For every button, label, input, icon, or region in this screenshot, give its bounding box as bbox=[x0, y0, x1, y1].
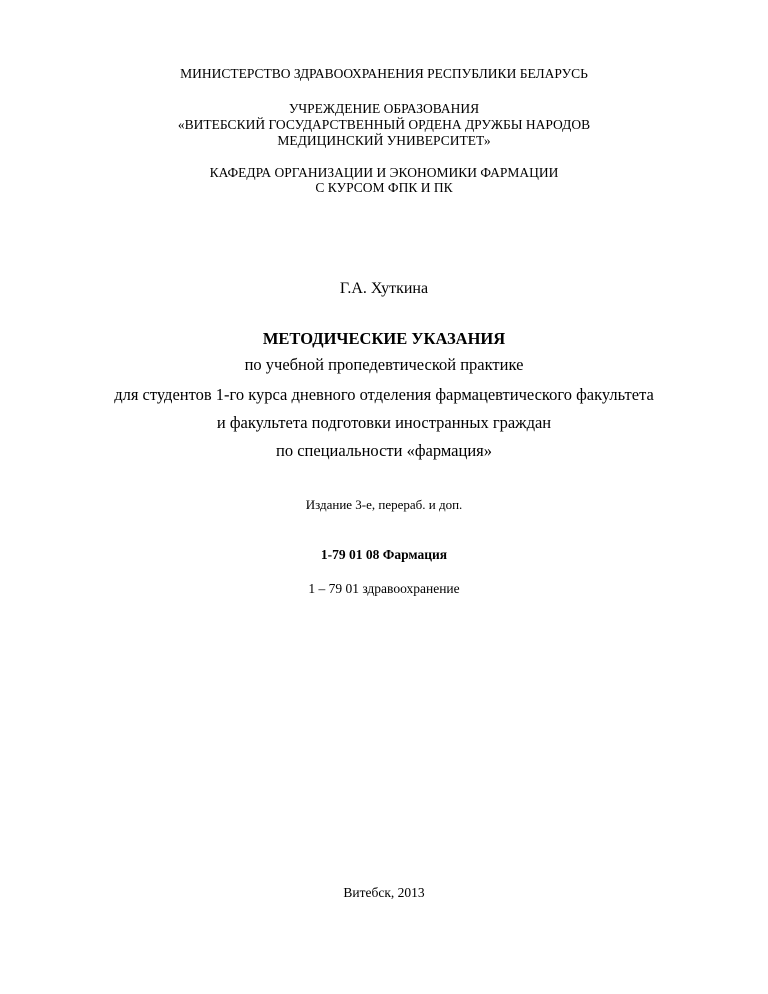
author-name: Г.А. Хуткина bbox=[339, 280, 429, 297]
subtitle-line-2: для студентов 1-го курса дневного отделения фармацевтического факультета bbox=[114, 385, 654, 404]
institution-line-2: «ВИТЕБСКИЙ ГОСУДАРСТВЕННЫЙ ОРДЕНА ДРУЖБЫ НАРОДОВ bbox=[177, 117, 591, 132]
subtitle-line-1: по учебной пропедевтической практике bbox=[244, 355, 524, 374]
institution-line-1: УЧРЕЖДЕНИЕ ОБРАЗОВАНИЯ bbox=[288, 101, 480, 116]
field-code: 1 – 79 01 здравоохранение bbox=[308, 581, 460, 596]
subtitle-line-3: и факультета подготовки иностранных граждан bbox=[216, 413, 552, 432]
institution-line-3: МЕДИЦИНСКИЙ УНИВЕРСИТЕТ» bbox=[277, 133, 491, 148]
specialty-code: 1-79 01 08 Фармация bbox=[320, 547, 448, 562]
edition-note: Издание 3-е, перераб. и доп. bbox=[305, 497, 463, 512]
ministry-heading: МИНИСТЕРСТВО ЗДРАВООХРАНЕНИЯ РЕСПУБЛИКИ БЕЛАРУСЬ bbox=[180, 66, 588, 81]
department-line-2: С КУРСОМ ФПК И ПК bbox=[315, 180, 453, 195]
subtitle-line-4: по специальности «фармация» bbox=[276, 441, 492, 460]
place-and-year: Витебск, 2013 bbox=[343, 885, 425, 900]
document-title: МЕТОДИЧЕСКИЕ УКАЗАНИЯ bbox=[262, 329, 506, 348]
department-line-1: КАФЕДРА ОРГАНИЗАЦИИ И ЭКОНОМИКИ ФАРМАЦИИ bbox=[209, 165, 559, 180]
